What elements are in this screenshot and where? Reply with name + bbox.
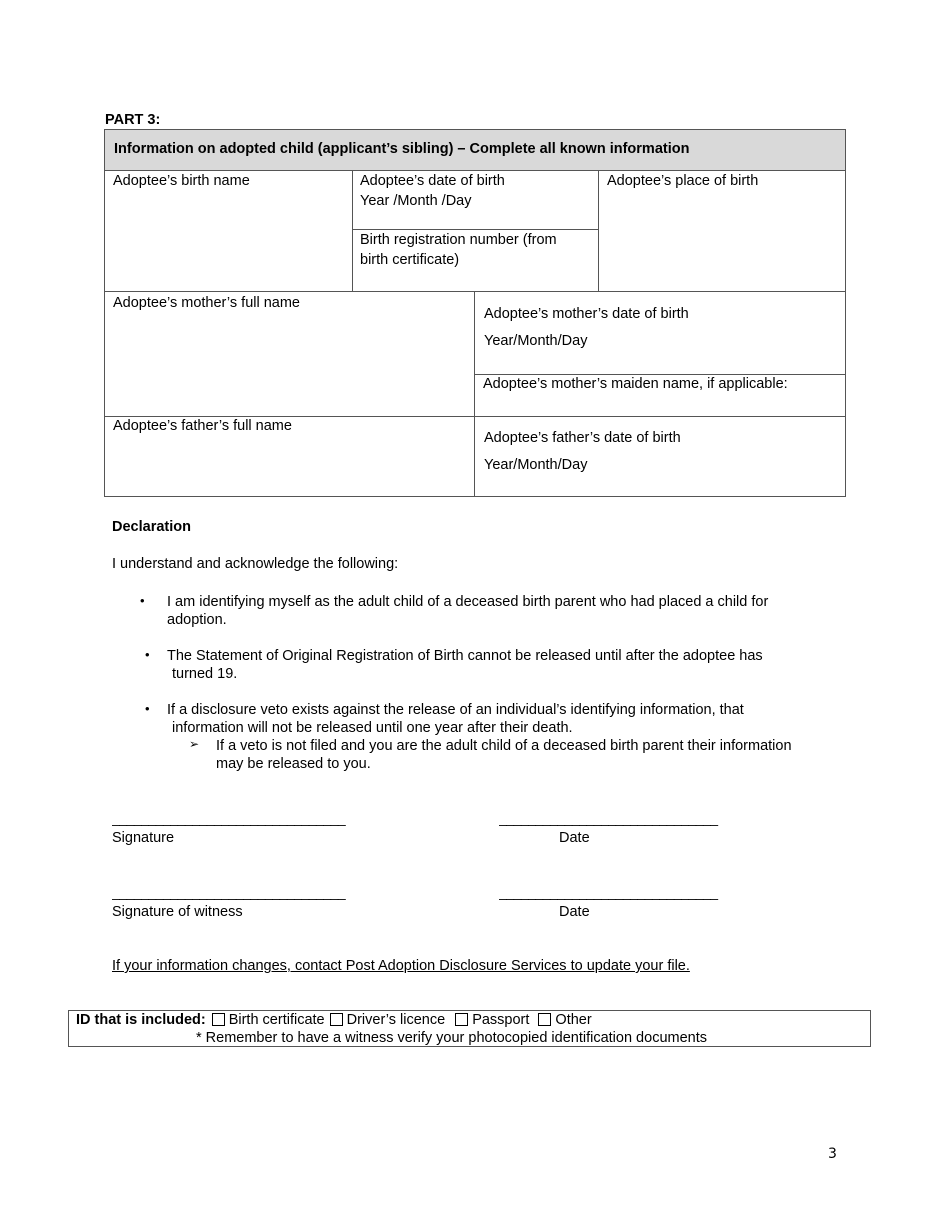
birth-reg-line2: birth certificate) <box>360 252 460 268</box>
passport-checkbox[interactable] <box>455 1013 468 1026</box>
declaration-item-3 <box>167 701 744 737</box>
signature-label: Signature <box>112 830 175 846</box>
dob-field[interactable] <box>360 171 505 211</box>
item-3-line-1: If a disclosure veto exists against the release of an individual’s identifying information, that <box>167 702 744 718</box>
drivers-licence-label: Driver’s licence <box>346 1012 446 1028</box>
date-line[interactable]: ______________________________ <box>499 810 718 826</box>
dob-label: Adoptee’s date of birth <box>360 173 505 189</box>
item-1-line-1: I am identifying myself as the adult child of a deceased birth parent who had placed a child for <box>167 594 769 610</box>
birth-registration-field[interactable] <box>360 230 557 270</box>
item-2-line-1: The Statement of Original Registration of Birth cannot be released until after the adoptee has <box>167 648 763 664</box>
bullet-icon: • <box>145 701 150 716</box>
dob-format: Year /Month /Day <box>360 193 472 209</box>
mother-dob-label: Adoptee’s mother’s date of birth <box>484 306 689 322</box>
declaration-title: Declaration <box>112 519 191 535</box>
place-of-birth-field[interactable]: Adoptee’s place of birth <box>607 173 759 189</box>
divider <box>105 291 845 292</box>
father-dob-format: Year/Month/Day <box>484 457 588 473</box>
mother-dob-format: Year/Month/Day <box>484 333 588 349</box>
mother-name-field[interactable]: Adoptee’s mother’s full name <box>113 295 300 311</box>
arrow-bullet-icon: ➢ <box>189 737 200 751</box>
other-label: Other <box>555 1012 592 1028</box>
witness-signature-line[interactable]: ________________________________ <box>112 884 346 900</box>
item-3-line-2: information will not be released until one year after their death. <box>172 720 573 736</box>
update-notice: If your information changes, contact Post Adoption Disclosure Services to update your file. <box>112 958 690 974</box>
adoptee-info-table <box>104 129 846 497</box>
other-checkbox[interactable] <box>538 1013 551 1026</box>
divider <box>474 291 475 497</box>
mother-maiden-name-field[interactable]: Adoptee’s mother’s maiden name, if applicable: <box>483 376 788 392</box>
witness-signature-label: Signature of witness <box>112 904 243 920</box>
part-title: PART 3: <box>105 112 161 128</box>
divider <box>352 171 353 292</box>
father-dob-field[interactable] <box>484 425 681 479</box>
mother-dob-field[interactable] <box>484 301 689 355</box>
birth-certificate-checkbox[interactable] <box>212 1013 225 1026</box>
witness-date-label: Date <box>559 904 590 920</box>
drivers-licence-checkbox[interactable] <box>330 1013 343 1026</box>
table-header-text: Information on adopted child (applicant’s sibling) – Complete all known information <box>114 141 690 157</box>
witness-date-line[interactable]: ______________________________ <box>499 884 718 900</box>
item-1-line-2: adoption. <box>167 612 227 628</box>
item-2-line-2: turned 19. <box>172 666 238 682</box>
id-label: ID that is included: <box>76 1012 206 1028</box>
declaration-item-1 <box>167 593 768 629</box>
birth-reg-line1: Birth registration number (from <box>360 232 557 248</box>
table-header <box>105 130 845 171</box>
birth-name-field[interactable]: Adoptee’s birth name <box>113 173 250 189</box>
id-included-box <box>68 1010 871 1047</box>
father-dob-label: Adoptee’s father’s date of birth <box>484 430 681 446</box>
id-reminder-note: * Remember to have a witness verify your photocopied identification documents <box>196 1030 707 1046</box>
declaration-subitem <box>216 737 792 773</box>
id-options-row <box>76 1012 592 1028</box>
bullet-icon: • <box>140 593 145 608</box>
birth-certificate-label: Birth certificate <box>228 1012 325 1028</box>
father-name-field[interactable]: Adoptee’s father’s full name <box>113 418 292 434</box>
declaration-intro: I understand and acknowledge the following: <box>112 556 399 572</box>
passport-label: Passport <box>472 1012 530 1028</box>
subitem-line-1: If a veto is not filed and you are the adult child of a deceased birth parent their information <box>216 738 792 754</box>
date-label: Date <box>559 830 590 846</box>
divider <box>598 171 599 292</box>
declaration-item-2 <box>167 647 763 683</box>
subitem-line-2: may be released to you. <box>216 756 371 772</box>
page-number: 3 <box>828 1146 837 1162</box>
bullet-icon: • <box>145 647 150 662</box>
signature-line[interactable]: ________________________________ <box>112 810 346 826</box>
